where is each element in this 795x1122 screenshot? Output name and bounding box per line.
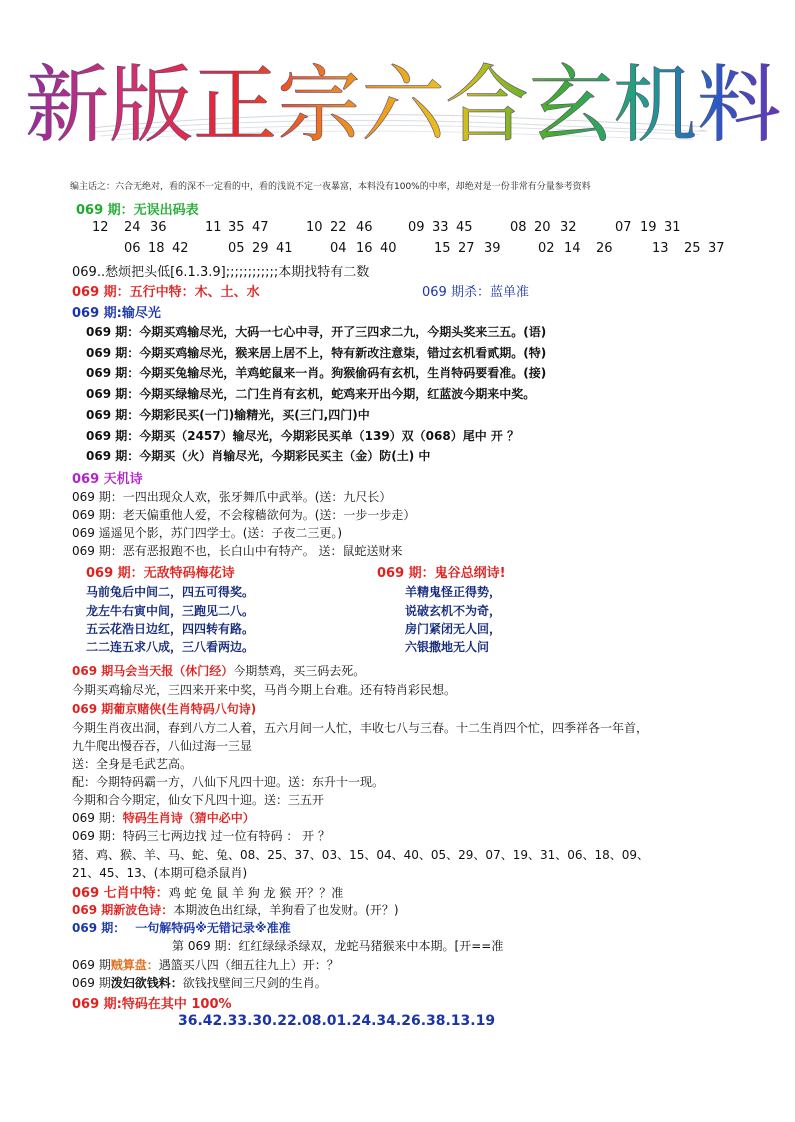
mahui-line-2: 今期买鸡输尽光，三四来开来中奖，马肖今期上台难。还有特肖彩民想。 [72, 683, 457, 697]
number-cell: 13 [652, 241, 669, 256]
number-cell: 47 [252, 220, 269, 235]
mahui-tail: 今期禁鸡，买三码去死。 [233, 664, 366, 678]
shujin-line: 069 期：今期买绿输尽光，二门生肖有玄机，蛇鸡来开出今期，红蓝波今期来中奖。 [86, 387, 536, 401]
tianji-line: 069 期：恶有恶报跑不也，长白山中有特产。 送：鼠蛇送财来 [72, 544, 403, 558]
shengxiao-line: 猪、鸡、猴、羊、马、蛇、兔、08、25、37、03、15、04、40、05、29、07、19、31、06、18、09、 [72, 848, 650, 862]
guigu-line: 羊精鬼怪正得势， [405, 585, 502, 599]
shujin-line: 069 期：今期买鸡输尽光，大码一七心中寻，开了三四求二九，今期头奖来三五。(语) [86, 325, 547, 339]
number-cell: 12 [92, 220, 109, 235]
final-heading: 069 期:特码在其中 100% [72, 997, 232, 1012]
number-cell: 04 [330, 241, 347, 256]
meihua-line: 马前兔后中间二，四五可得奖。 [86, 585, 255, 599]
number-cell: 35 [228, 220, 245, 235]
no-error-heading: 069 期：无误出码表 [76, 203, 199, 218]
number-cell: 07 [615, 220, 632, 235]
number-cell: 06 [124, 241, 141, 256]
putao-title [72, 700, 256, 717]
number-cell: 18 [148, 241, 165, 256]
meihua-heading: 069 期：无敌特码梅花诗 [86, 566, 235, 581]
number-cell: 36 [150, 220, 167, 235]
number-cell: 33 [432, 220, 449, 235]
shujin-heading: 069 期:输尽光 [72, 306, 161, 321]
number-cell: 10 [306, 220, 323, 235]
putao-prefix: 069 期 [72, 702, 114, 716]
meihua-line: 五云花浩日边红，四四转有路。 [86, 622, 255, 636]
number-cell: 15 [434, 241, 451, 256]
editor-note: 编主话之：六合无绝对，看的深不一定看的中，看的浅说不定一夜暴富，本料没有100%的中率，却绝对是一份非常有分量参考资料 [70, 182, 591, 192]
number-cell: 16 [356, 241, 373, 256]
number-cell: 02 [538, 241, 555, 256]
pofu-line [72, 974, 327, 991]
banner-title [0, 48, 795, 158]
title-graphic [0, 48, 795, 158]
shujin-line: 069 期：今期买鸡输尽光，猴来居上居不上，特有新改注意柒，错过玄机看贰期。(特) [86, 346, 547, 360]
number-cell: 46 [356, 220, 373, 235]
shengxiao-title [72, 809, 255, 826]
number-cell: 14 [564, 241, 581, 256]
title-text: 新版正宗六合玄机料 [24, 56, 782, 154]
number-cell: 41 [276, 241, 293, 256]
number-cell: 45 [456, 220, 473, 235]
final-numbers: 36.42.33.30.22.08.01.24.34.26.38.13.19 [178, 1013, 496, 1029]
putao-line: 今期和合今期定，仙女下凡四十迎。送：三五开 [72, 793, 325, 807]
guigu-heading: 069 期：鬼谷总纲诗! [377, 566, 506, 581]
sorrow-line: 069..愁烦把头低[6.1.3.9];;;;;;;;;;;;本期找特有二数 [72, 265, 370, 280]
putao-line: 九牛爬出慢吞吞，八仙过海一三显 [72, 739, 253, 753]
bose-line [72, 901, 399, 918]
number-cell: 05 [228, 241, 245, 256]
number-row-1 [0, 220, 795, 236]
tianji-line: 069 期：老天偏重他人爱，不会稼穑欲何为。(送：一步一步走） [72, 508, 416, 522]
number-cell: 11 [205, 220, 222, 235]
shujin-line: 069 期：今期买（火）肖输尽光，今期彩民买主（金）防(土) 中 [86, 449, 431, 463]
shujin-line: 069 期：今期买（2457）输尽光，今期彩民买单（139）双（068）尾中 开 ？ [86, 429, 520, 443]
pofu-heading: 泼妇欲钱料： [110, 976, 183, 990]
shengxiao-heading: 特码生肖诗（猜中必中） [122, 811, 255, 825]
shengxiao-prefix: 069 期： [72, 811, 123, 825]
guigu-line: 房门紧闭无人回， [405, 622, 502, 636]
number-cell: 09 [408, 220, 425, 235]
number-cell: 22 [330, 220, 347, 235]
zhuanpan-heading: 贼算盘： [110, 958, 159, 972]
number-cell: 29 [252, 241, 269, 256]
putao-line: 配：今期特码霸一方，八仙下凡四十迎。送：东升十一现。 [72, 775, 385, 789]
shengxiao-line: 069 期：特码三七两边找 过一位有特码 ： 开 ？ [72, 829, 330, 843]
tianji-heading: 069 天机诗 [72, 472, 143, 487]
qixiao-line [72, 882, 343, 901]
putao-line: 今期生肖夜出洞，春到八方二人着，五六月间一人忙，丰收七八与三春。十二生肖四个忙，四季祥各一年首， [72, 721, 649, 735]
mahui-line [72, 662, 365, 679]
kill-line [422, 281, 529, 300]
number-cell: 42 [172, 241, 189, 256]
number-cell: 39 [484, 241, 501, 256]
number-cell: 31 [664, 220, 681, 235]
number-cell: 27 [458, 241, 475, 256]
number-cell: 26 [596, 241, 613, 256]
guigu-line: 六银撒地无人问 [405, 640, 490, 654]
meihua-line: 二二连五求八成，三八看两边。 [86, 640, 255, 654]
kill-label: 069 期杀： [422, 285, 490, 300]
meihua-line: 龙左牛右寅中间，三跑见二八。 [86, 604, 255, 618]
tianji-line: 069 遥遥见个影，苏门四学士。(送：子夜二三更。) [72, 526, 343, 540]
number-row-2 [0, 241, 795, 257]
zhuanpan-prefix: 069 期 [72, 958, 111, 972]
qixiao-value: 鸡 蛇 兔 鼠 羊 狗 龙 猴 开？？准 [168, 886, 344, 900]
shengxiao-line: 21、45、13、(本期可稳杀鼠肖) [72, 866, 248, 880]
shujin-line: 069 期：今期彩民买(一门)输精光，买(三门,四门)中 [86, 408, 370, 422]
number-cell: 40 [380, 241, 397, 256]
wuxing-line: 069 期：五行中特：木、土、水 [72, 285, 260, 300]
putao-heading: 葡京赌侠(生肖特码八句诗) [113, 702, 257, 716]
putao-line: 送：全身是毛武艺高。 [72, 757, 193, 771]
yiju-line: 第 069 期：红红绿绿杀绿双，龙蛇马猪猴来中本期。[开==准 [172, 939, 504, 953]
mahui-heading: 069 期马会当天报（休门经） [72, 664, 234, 678]
pofu-value: 欲钱找壁间三尺剑的生肖。 [182, 976, 327, 990]
number-cell: 37 [708, 241, 725, 256]
yiju-heading: 一句解特码※无错记录※准准 [135, 921, 291, 935]
zhuanpan-value: 遇篮买八四（细五往九上）开：？ [158, 958, 339, 972]
number-cell: 25 [684, 241, 701, 256]
yiju-title [72, 919, 291, 936]
shujin-line: 069 期：今期买兔输尽光，羊鸡蛇鼠来一肖。狗猴偷码有玄机，生肖特码要看准。(接) [86, 366, 547, 380]
zhuanpan-line [72, 956, 339, 973]
bose-value: 本期波色出红绿，羊狗看了也发财。(开？) [173, 903, 399, 917]
bose-heading: 069 期新波色诗： [72, 903, 174, 917]
kill-value: 蓝单准 [489, 285, 529, 300]
tianji-line: 069 期：一四出现众人欢，张牙舞爪中武举。(送：九尺长） [72, 490, 392, 504]
number-cell: 20 [534, 220, 551, 235]
number-cell: 24 [124, 220, 141, 235]
number-cell: 08 [510, 220, 527, 235]
guigu-line: 说破玄机不为奇， [405, 604, 502, 618]
number-cell: 19 [640, 220, 657, 235]
pofu-prefix: 069 期 [72, 976, 111, 990]
qixiao-heading: 069 七肖中特： [72, 886, 169, 901]
yiju-prefix: 069 期： [72, 921, 126, 935]
number-cell: 32 [560, 220, 577, 235]
